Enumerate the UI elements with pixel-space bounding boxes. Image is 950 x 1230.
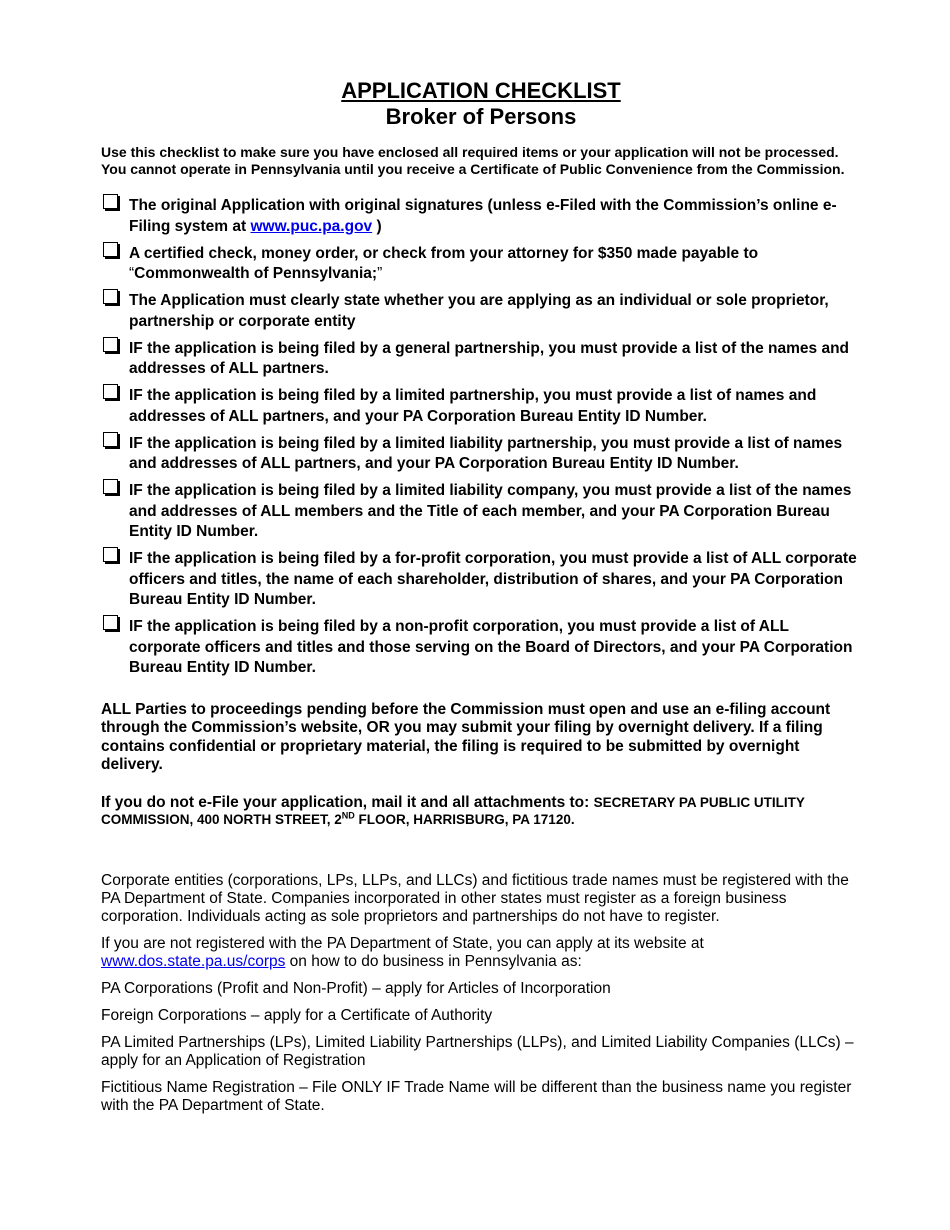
checklist-item-llc bbox=[101, 481, 861, 543]
checkbox[interactable] bbox=[103, 615, 118, 630]
checklist-item-text: IF the application is being filed by a non-profit corporation, you must provide a list of ALL corporate officers and titles and those serving on the Board of Directors, and your PA Corporation Bureau Entity ID Number. bbox=[129, 618, 853, 676]
checkbox[interactable] bbox=[103, 432, 118, 447]
intro-line-1: Use this checklist to make sure you have enclosed all required items or your application will not be processed. bbox=[101, 144, 839, 160]
checklist-item-general-partnership bbox=[101, 339, 861, 380]
close-quote: ” bbox=[377, 265, 383, 282]
intro-line-2: You cannot operate in Pennsylvania until you receive a Certificate of Public Convenience from the Commission. bbox=[101, 161, 845, 177]
checklist-item-text-end: ) bbox=[372, 217, 382, 235]
intro-text bbox=[101, 144, 861, 178]
registration-para-2 bbox=[101, 935, 861, 971]
mailing-address-part-2: FLOOR, HARRISBURG, PA 17120. bbox=[354, 811, 575, 827]
checklist-item-text: The original Application with original signatures (unless e-Filed with the Commission’s online e-Filing system at bbox=[129, 197, 837, 235]
checklist-item-text: The Application must clearly state whether you are applying as an individual or sole proprietor, partnership or corporate entity bbox=[129, 292, 829, 330]
checkbox[interactable] bbox=[103, 242, 118, 257]
checklist-item-llp bbox=[101, 434, 861, 475]
mailing-address-part-1: SECRETARY PA PUBLIC UTILITY COMMISSION, 400 NORTH STREET, 2 bbox=[101, 794, 805, 827]
registration-info bbox=[101, 872, 861, 1115]
checklist bbox=[101, 196, 861, 679]
page-subtitle: Broker of Persons bbox=[385, 104, 577, 129]
registration-para-4: Foreign Corporations – apply for a Certificate of Authority bbox=[101, 1006, 493, 1024]
checkbox[interactable] bbox=[103, 194, 118, 209]
mailing-lead: If you do not e-File your application, mail it and all attachments to: bbox=[101, 793, 594, 811]
checkbox[interactable] bbox=[103, 384, 118, 399]
registration-para-1: Corporate entities (corporations, LPs, LLPs, and LLCs) and fictitious trade names must be registered with the PA Department of State. Companies incorporated in other states must register as a foreign business corporation. Individuals acting as sole proprietors and partnerships do not have to register. bbox=[101, 871, 849, 925]
mailing-instructions bbox=[101, 794, 861, 828]
checklist-item-limited-partnership bbox=[101, 386, 861, 427]
page-title: APPLICATION CHECKLIST bbox=[341, 78, 621, 103]
checklist-item-text: IF the application is being filed by a for-profit corporation, you must provide a list of ALL corporate officers and titles, the name of each shareholder, distribution of shares, and your PA Corporation Bureau Entity ID Number. bbox=[129, 550, 857, 608]
checkbox[interactable] bbox=[103, 337, 118, 352]
checklist-item-original-application bbox=[101, 196, 861, 237]
checkbox[interactable] bbox=[103, 479, 118, 494]
checklist-item-text: A certified check, money order, or check from your attorney for $350 made payable to bbox=[129, 244, 759, 262]
checklist-item-text: IF the application is being filed by a general partnership, you must provide a list of the names and addresses of ALL partners. bbox=[129, 339, 850, 377]
payee-name: Commonwealth of Pennsylvania; bbox=[134, 265, 378, 282]
checklist-item-payment bbox=[101, 244, 861, 285]
registration-para-3: PA Corporations (Profit and Non-Profit) – apply for Articles of Incorporation bbox=[101, 979, 611, 997]
efiling-notice: ALL Parties to proceedings pending before the Commission must open and use an e-filing account through the Commission’s website, OR you may submit your filing by overnight delivery. If a filing contains confidential or proprietary material, the filing is required to be submitted by overnight delivery. bbox=[101, 700, 831, 773]
dos-website-link[interactable]: www.dos.state.pa.us/corps bbox=[101, 952, 286, 970]
open-quote: “ bbox=[129, 265, 135, 282]
puc-website-link[interactable]: www.puc.pa.gov bbox=[250, 217, 373, 235]
document-page bbox=[101, 78, 861, 1124]
registration-para-6: Fictitious Name Registration – File ONLY IF Trade Name will be different than the business name you register with the PA Department of State. bbox=[101, 1078, 852, 1114]
registration-para-2-text: If you are not registered with the PA Department of State, you can apply at its website at bbox=[101, 934, 704, 952]
checklist-item-for-profit bbox=[101, 549, 861, 611]
checkbox[interactable] bbox=[103, 289, 118, 304]
registration-para-5: PA Limited Partnerships (LPs), Limited Liability Partnerships (LLPs), and Limited Liability Companies (LLCs) – apply for an Application of Registration bbox=[101, 1033, 854, 1069]
floor-superscript: ND bbox=[341, 810, 355, 820]
registration-para-2-end: on how to do business in Pennsylvania as: bbox=[285, 952, 582, 970]
checklist-item-non-profit bbox=[101, 617, 861, 679]
checklist-item-entity-type bbox=[101, 291, 861, 332]
checklist-item-text: IF the application is being filed by a limited liability partnership, you must provide a list of names and addresses of ALL partners, and your PA Corporation Bureau Entity ID Number. bbox=[129, 434, 843, 472]
checklist-item-text: IF the application is being filed by a limited partnership, you must provide a list of names and addresses of ALL partners, and your PA Corporation Bureau Entity ID Number. bbox=[129, 387, 817, 425]
checkbox[interactable] bbox=[103, 547, 118, 562]
checklist-item-text: IF the application is being filed by a limited liability company, you must provide a list of the names and addresses of ALL members and the Title of each member, and your PA Corporation Bureau Entity ID Number. bbox=[129, 482, 852, 540]
